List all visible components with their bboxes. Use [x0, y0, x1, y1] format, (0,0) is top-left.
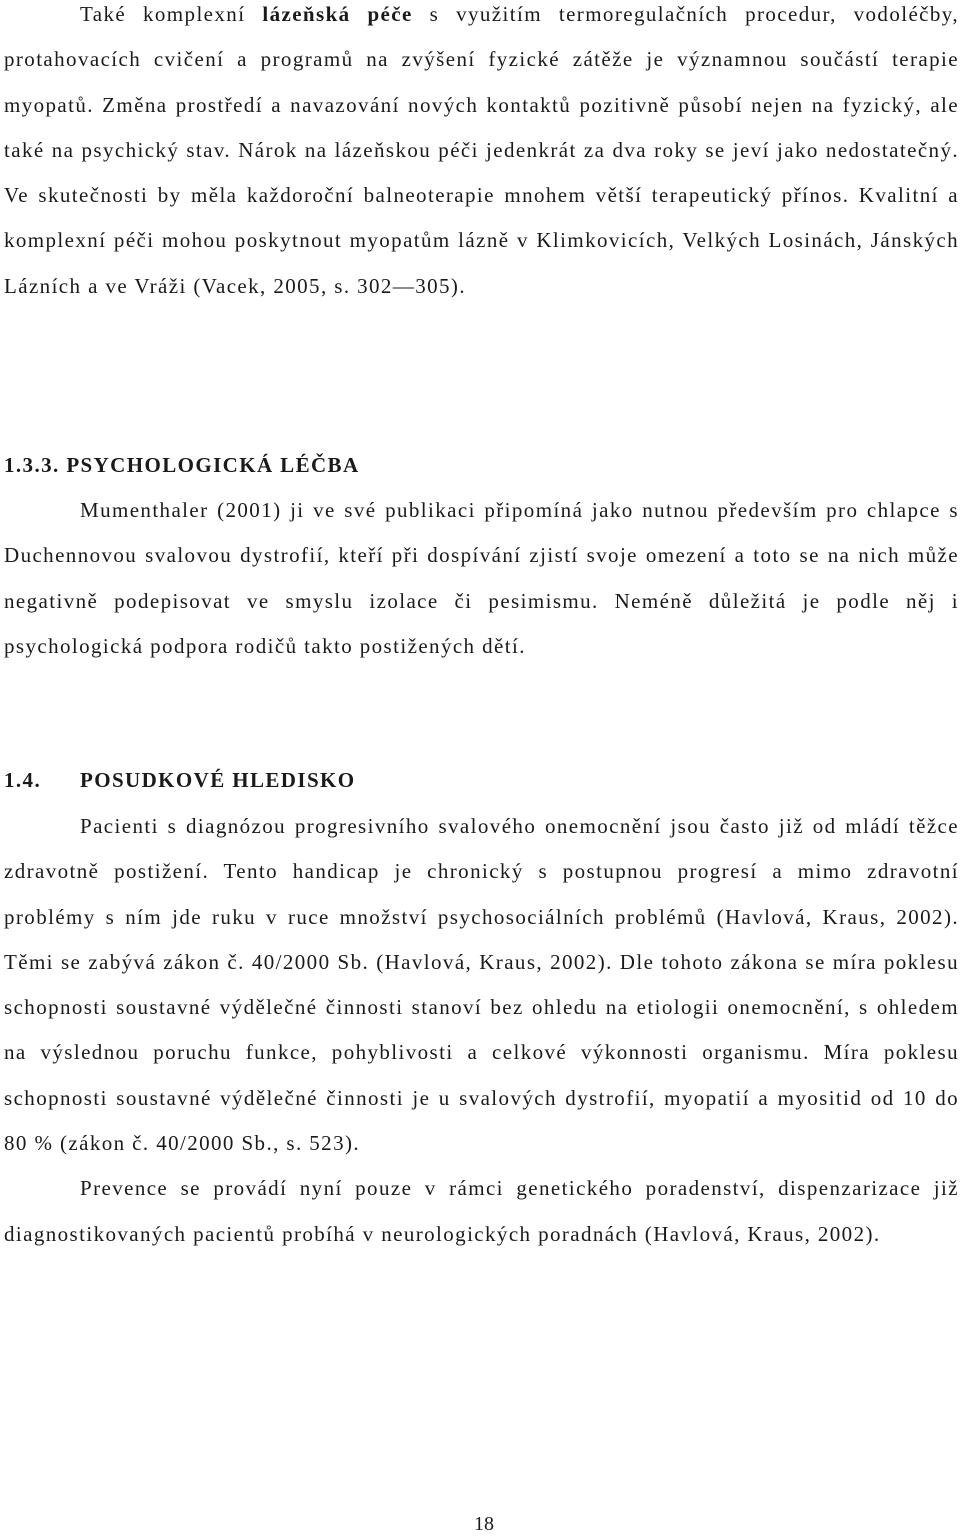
section-psychological-treatment — [4, 488, 959, 669]
section-heading-assessment — [4, 758, 356, 803]
paragraph-assessment-1: Pacienti s diagnózou progresivního svalového onemocnění jsou často již od mládí těžce zdravotně postižení. Tento handicap je chronický s postupnou progresí a mimo zdravotní problémy s ním jde ruku v ruce množství psychosociálních problémů (Havlová, Kraus, 2002). Těmi se zabývá zákon č. 40/2000 Sb. (Havlová, Kraus, 2002). Dle tohoto zákona se míra poklesu schopnosti soustavné výdělečné činnosti stanoví bez ohledu na etiologii onemocnění, s ohledem na výslednou poruchu funkce, pohyblivosti a celkové výkonnosti organismu. Míra poklesu schopnosti soustavné výdělečné činnosti je u svalových dystrofií, myopatií a myositid od 10 do 80 % (zákon č. 40/2000 Sb., s. 523). — [4, 814, 959, 1156]
paragraph-spa-care — [4, 0, 959, 309]
section-assessment — [4, 804, 959, 1257]
paragraph-spa-care-pre: Také komplexní — [80, 2, 263, 26]
section-number: 1.4. — [4, 768, 42, 792]
section-spa-care — [4, 0, 959, 309]
section-heading-psychological-treatment — [4, 443, 360, 488]
section-title: POSUDKOVÉ HLEDISKO — [80, 768, 356, 792]
paragraph-spa-care-bold: lázeňská péče — [262, 2, 413, 26]
paragraph-spa-care-post: s využitím termoregulačních procedur, vodoléčby, protahovacích cvičení a programů na zvýšení fyzické zátěže je významnou součástí terapie myopatů. Změna prostředí a navazování nových kontaktů pozitivně působí nejen na fyzický, ale také na psychický stav. Nárok na lázeňskou péči jedenkrát za dva roky se jeví jako nedostatečný. Ve skutečnosti by měla každoroční balneoterapie mnohem větší terapeutický přínos. Kvalitní a komplexní péči mohou poskytnout myopatům lázně v Klimkovicích, Velkých Losinách, Jánských Lázních a ve Vráži (Vacek, 2005, s. 302—305). — [4, 2, 959, 298]
section-number: 1.3.3. — [4, 453, 60, 477]
page-number: 18 — [474, 1513, 494, 1535]
paragraph-assessment-2: Prevence se provádí nyní pouze v rámci genetického poradenství, dispenzarizace již diagnostikovaných pacientů probíhá v neurologických poradnách (Havlová, Kraus, 2002). — [4, 1176, 959, 1246]
paragraph-psychological-treatment: Mumenthaler (2001) ji ve své publikaci připomíná jako nutnou především pro chlapce s Duchennovou svalovou dystrofií, kteří při dospívání zjistí svoje omezení a toto se na nich může negativně podepisovat ve smyslu izolace či pesimismu. Neméně důležitá je podle něj i psychologická podpora rodičů takto postižených dětí. — [4, 498, 959, 658]
section-title: PSYCHOLOGICKÁ LÉČBA — [66, 453, 360, 477]
